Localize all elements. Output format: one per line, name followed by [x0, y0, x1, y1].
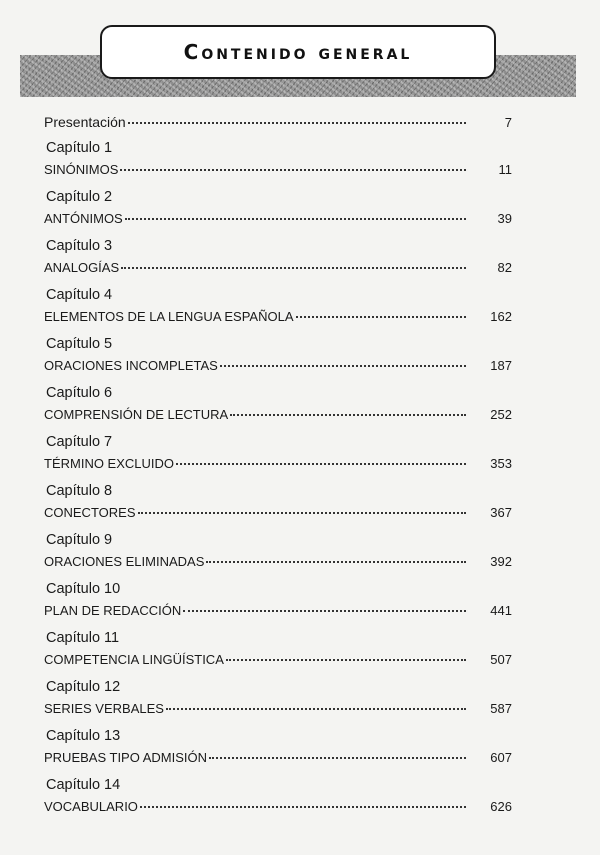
toc-entry[interactable] — [44, 358, 512, 378]
toc-entry-label: COMPETENCIA LINGÜÍSTICA — [44, 652, 224, 667]
toc-page-number: 162 — [490, 309, 512, 324]
chapter-heading: Capítulo 13 — [46, 728, 121, 744]
chapter-heading: Capítulo 3 — [46, 238, 113, 254]
toc-entry-label: TÉRMINO EXCLUIDO — [44, 456, 175, 471]
dot-leader — [120, 168, 466, 171]
toc-page-number: 39 — [497, 211, 512, 226]
toc-page-number: 252 — [490, 407, 512, 422]
dot-leader — [125, 217, 466, 220]
toc-page-number: 587 — [490, 701, 512, 716]
chapter-heading: Capítulo 5 — [46, 336, 113, 352]
title-box — [100, 25, 496, 79]
toc-entry[interactable] — [44, 407, 512, 427]
dot-leader — [128, 121, 466, 124]
chapter-heading: Capítulo 10 — [46, 581, 121, 597]
toc-entry-label: ORACIONES ELIMINADAS — [44, 554, 205, 569]
toc-entry[interactable] — [44, 505, 512, 525]
chapter-heading: Capítulo 6 — [46, 385, 113, 401]
toc-entry[interactable] — [44, 211, 512, 231]
page-title: Contenido general — [183, 40, 413, 64]
dot-leader — [226, 658, 466, 661]
chapter-heading: Capítulo 1 — [46, 140, 113, 156]
toc-entry[interactable] — [44, 603, 512, 623]
toc-entry-label: CONECTORES — [44, 505, 136, 520]
chapter-heading: Capítulo 2 — [46, 189, 113, 205]
dot-leader — [176, 462, 466, 465]
chapter-heading: Capítulo 8 — [46, 483, 113, 499]
toc-page-number: 626 — [490, 799, 512, 814]
dot-leader — [220, 364, 466, 367]
toc-entry[interactable] — [44, 652, 512, 672]
toc-entry-label: ANALOGÍAS — [44, 260, 120, 275]
toc-entry-label: SERIES VERBALES — [44, 701, 164, 716]
chapter-heading: Capítulo 7 — [46, 434, 113, 450]
dot-leader — [206, 560, 466, 563]
toc-page-number: 353 — [490, 456, 512, 471]
toc-page-number: 607 — [490, 750, 512, 765]
toc-entry[interactable] — [44, 554, 512, 574]
toc-entry-label: SINÓNIMOS — [44, 162, 119, 177]
toc-page-number: 441 — [490, 603, 512, 618]
dot-leader — [140, 805, 466, 808]
chapter-heading: Capítulo 11 — [46, 630, 120, 646]
toc-entry-label: ELEMENTOS DE LA LENGUA ESPAÑOLA — [44, 309, 294, 324]
toc-entry[interactable] — [44, 701, 512, 721]
dot-leader — [138, 511, 467, 514]
toc-entry-label: PLAN DE REDACCIÓN — [44, 603, 182, 618]
toc-page-number: 187 — [490, 358, 512, 373]
toc-entry[interactable] — [44, 456, 512, 476]
toc-entry-label: Presentación — [44, 114, 126, 130]
toc-entry[interactable] — [44, 162, 512, 182]
dot-leader — [230, 413, 466, 416]
toc-page-number: 11 — [498, 162, 512, 177]
toc-entry-label: PRUEBAS TIPO ADMISIÓN — [44, 750, 208, 765]
chapter-heading: Capítulo 12 — [46, 679, 121, 695]
toc-page-number: 82 — [497, 260, 512, 275]
toc-page-number: 367 — [490, 505, 512, 520]
toc-page-number: 7 — [504, 115, 512, 130]
toc-entry[interactable] — [44, 799, 512, 819]
chapter-heading: Capítulo 4 — [46, 287, 113, 303]
toc-page-number: 507 — [490, 652, 512, 667]
dot-leader — [209, 756, 466, 759]
toc-entry-label: COMPRENSIÓN DE LECTURA — [44, 407, 229, 422]
dot-leader — [166, 707, 466, 710]
toc-entry[interactable] — [44, 309, 512, 329]
toc-entry-presentation[interactable] — [44, 114, 512, 134]
toc-page-number: 392 — [490, 554, 512, 569]
chapter-heading: Capítulo 9 — [46, 532, 113, 548]
toc-entry-label: ORACIONES INCOMPLETAS — [44, 358, 218, 373]
toc-entry[interactable] — [44, 750, 512, 770]
toc-entry-label: VOCABULARIO — [44, 799, 138, 814]
dot-leader — [296, 315, 466, 318]
dot-leader — [121, 266, 466, 269]
chapter-heading: Capítulo 14 — [46, 777, 121, 793]
toc-entry[interactable] — [44, 260, 512, 280]
dot-leader — [183, 609, 466, 612]
toc-entry-label: ANTÓNIMOS — [44, 211, 123, 226]
